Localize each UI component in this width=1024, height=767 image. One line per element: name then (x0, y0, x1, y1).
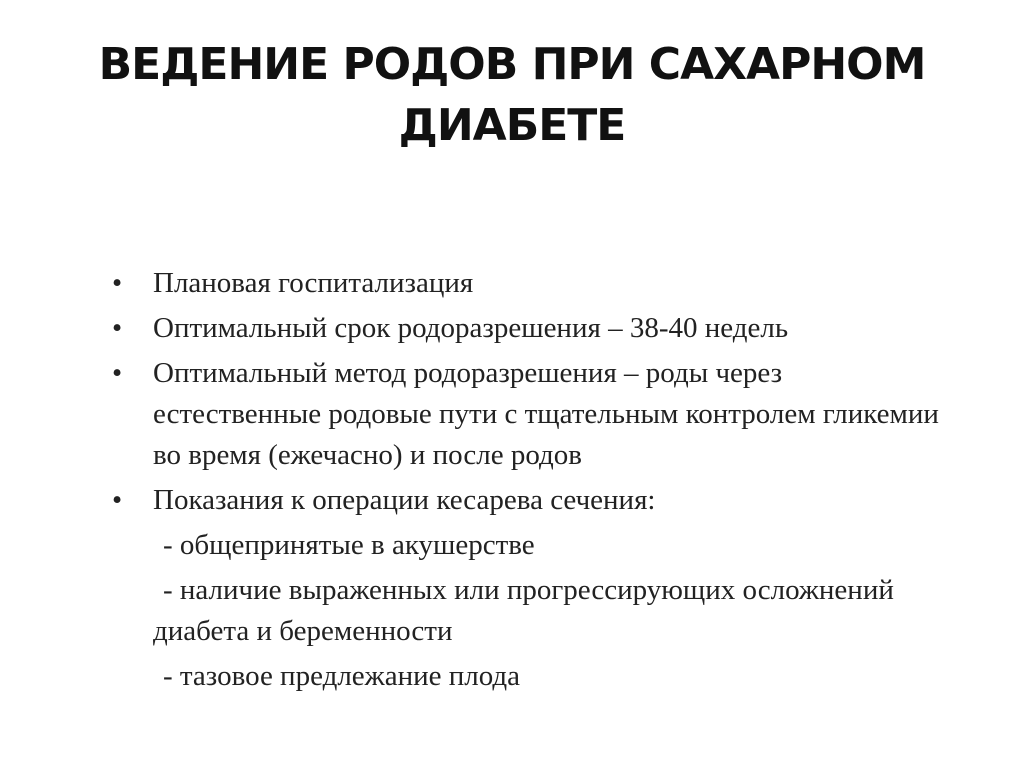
bullet-list (0, 263, 1024, 701)
sub-item-diabetes-complications: - наличие выраженных или прогрессирующих осложнений диабета и беременности (153, 574, 894, 647)
bullet-icon: • (112, 267, 123, 299)
bullet-item-cesarean-indications (0, 480, 953, 521)
slide-title-line-1: ВЕДЕНИЕ РОДОВ ПРИ САХАРНОМ (98, 39, 926, 90)
bullet-icon: • (112, 312, 123, 344)
bullet-text: Плановая госпитализация (153, 267, 474, 299)
bullet-item-optimal-method (0, 353, 953, 476)
bullet-icon: • (112, 484, 123, 516)
slide-title-line-2: ДИАБЕТЕ (398, 100, 626, 151)
bullet-text: Оптимальный срок родоразрешения – 38-40 недель (153, 312, 789, 344)
bullet-icon: • (112, 357, 123, 389)
slide-title (40, 34, 984, 156)
bullet-text: Оптимальный метод родоразрешения – роды через естественные родовые пути с тщательным контролем гликемии во время (ежечасно) и после родов (153, 357, 939, 471)
bullet-item-planned-hospitalization (0, 263, 953, 304)
bullet-text: Показания к операции кесарева сечения: (153, 484, 656, 516)
bullet-item-optimal-term (0, 308, 953, 349)
sub-item-breech-presentation: - тазовое предлежание плода (163, 660, 521, 692)
sub-item-general-obstetric: - общепринятые в акушерстве (163, 529, 535, 561)
